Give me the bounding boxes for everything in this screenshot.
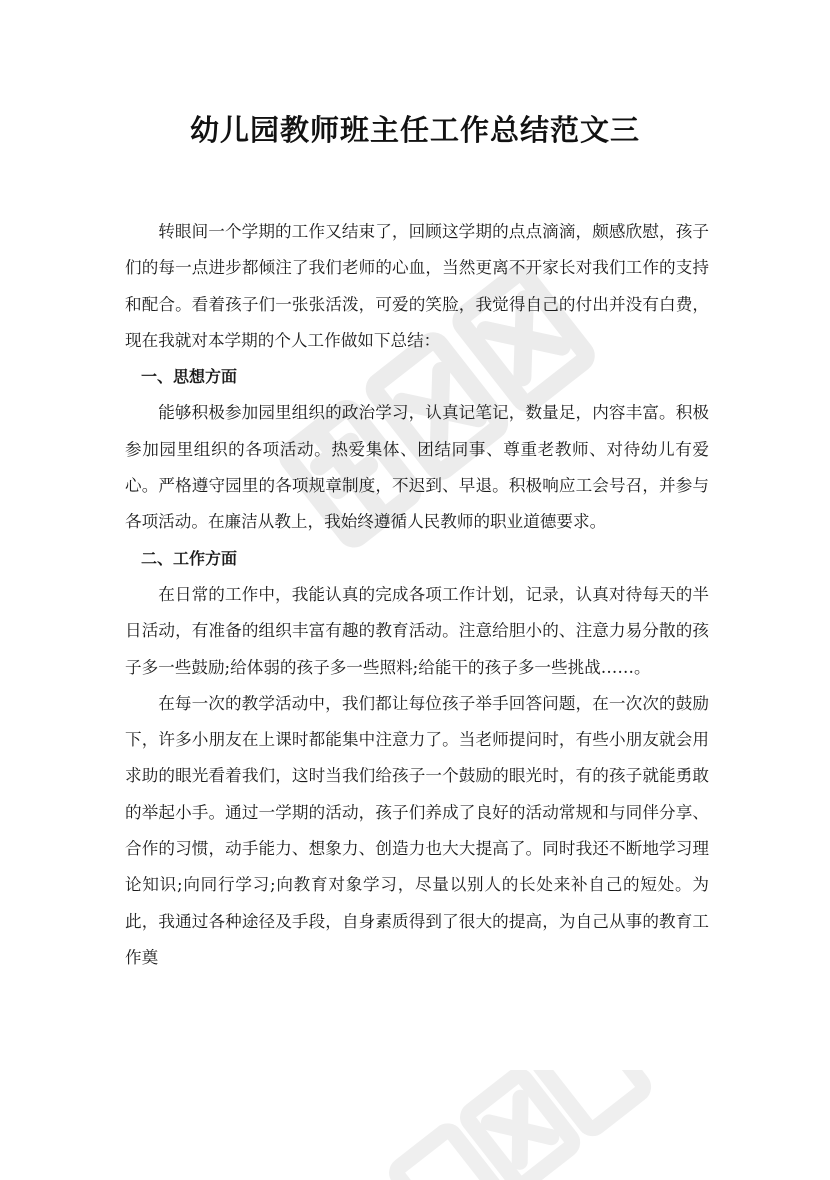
watermark-graphic-bottom — [360, 1070, 660, 1180]
document-title: 幼儿园教师班主任工作总结范文三 — [189, 113, 640, 147]
intro-paragraph: 转眼间一个学期的工作又结束了，回顾这学期的点点滴滴，颇感欣慰，孩子们的每一点进步都倾注了我们老师的心血，当然更离不开家长对我们工作的支持和配合。看着孩子们一张张活泼，可爱的笑脸，我觉得自己的付出并没有白费，现在我就对本学期的个人工作做如下总结： — [125, 222, 709, 350]
ideology-paragraph: 能够积极参加园里组织的政治学习，认真记笔记，数量足，内容丰富。积极参加园里组织的各项活动。热爱集体、团结同事、尊重老教师、对待幼儿有爱心。严格遵守园里的各项规章制度，不迟到、早退。积极响应工会号召，并参与各项活动。在廉洁从教上，我始终遵循人民教师的职业道德要求。 — [125, 403, 709, 532]
document-body — [125, 214, 709, 976]
work-paragraph-2: 在每一次的教学活动中，我们都让每位孩子举手回答问题，在一次次的鼓励下，许多小朋友在上课时都能集中注意力了。当老师提问时，有些小朋友就会用求助的眼光看着我们，这时当我们给孩子一个鼓励的眼光时，有的孩子就能勇敢的举起小手。通过一学期的活动，孩子们养成了良好的活动常规和与同伴分享、合作的习惯，动手能力、想象力、创造力也大大提高了。同时我还不断地学习理论知识;向同行学习;向教育对象学习，尽量以别人的长处来补自己的短处。为此，我通过各种途径及手段，自身素质得到了很大的提高，为自己从事的教育工作奠 — [125, 693, 709, 967]
section-heading-work: 二、工作方面 — [141, 548, 238, 568]
section-heading-ideology: 一、思想方面 — [141, 367, 238, 387]
work-paragraph-1: 在日常的工作中，我能认真的完成各项工作计划，记录，认真对待每天的半日活动，有准备的组织丰富有趣的教育活动。注意给胆小的、注意力易分散的孩子多一些鼓励;给体弱的孩子多一些照料;给能干的孩子多一些挑战……。 — [125, 584, 709, 677]
